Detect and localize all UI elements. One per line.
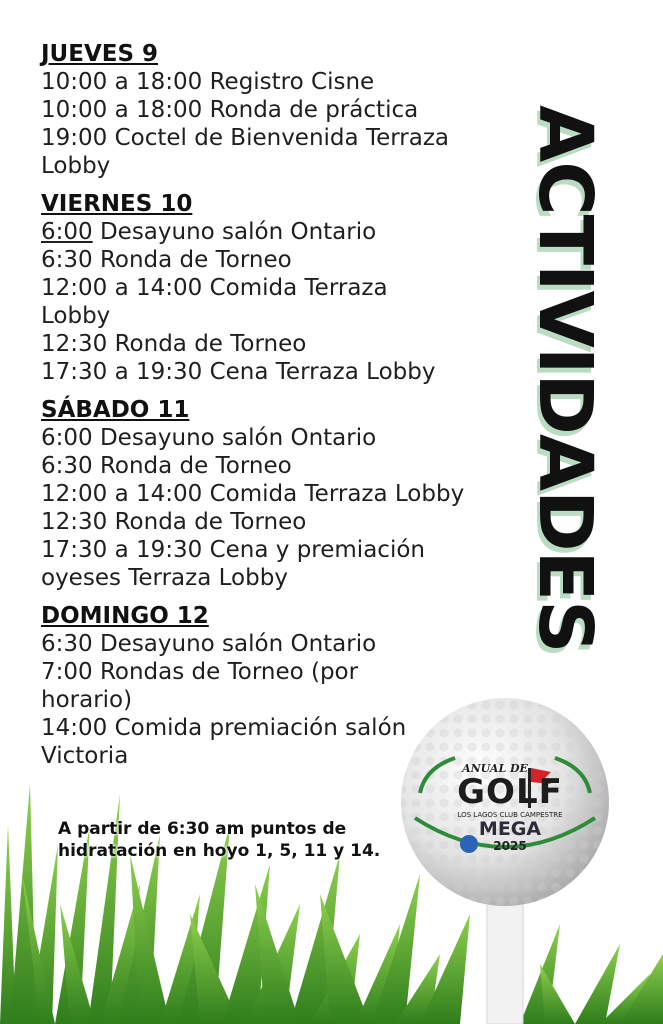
tournament-logo bbox=[415, 762, 605, 853]
schedule-line bbox=[41, 218, 521, 246]
schedule-line: 12:30 Ronda de Torneo bbox=[41, 509, 307, 535]
schedule-line: horario) bbox=[41, 687, 133, 713]
schedule bbox=[41, 40, 521, 780]
schedule-line: 17:30 a 19:30 Cena Terraza Lobby bbox=[41, 359, 436, 385]
schedule-line: 17:30 a 19:30 Cena y premiación bbox=[41, 537, 425, 563]
logo-anual: ANUAL DE bbox=[462, 762, 528, 775]
day-saturday bbox=[41, 396, 521, 592]
schedule-line: 6:00 Desayuno salón Ontario bbox=[41, 425, 377, 451]
schedule-line: 6:30 Ronda de Torneo bbox=[41, 247, 292, 273]
logo-club: LOS LAGOS CLUB CAMPESTRE bbox=[457, 811, 563, 819]
schedule-line: Victoria bbox=[41, 743, 129, 769]
schedule-line: Lobby bbox=[41, 303, 111, 329]
schedule-line: 12:00 a 14:00 Comida Terraza bbox=[41, 275, 388, 301]
schedule-line: 12:30 Ronda de Torneo bbox=[41, 331, 307, 357]
day-title: JUEVES 9 bbox=[41, 41, 159, 67]
schedule-line: oyeses Terraza Lobby bbox=[41, 565, 288, 591]
underlined-time: 6:00 bbox=[41, 219, 93, 245]
schedule-line: 14:00 Comida premiación salón bbox=[41, 715, 407, 741]
schedule-line: 10:00 a 18:00 Ronda de práctica bbox=[41, 97, 419, 123]
schedule-line-text: Desayuno salón Ontario bbox=[92, 219, 377, 245]
day-thursday bbox=[41, 40, 521, 180]
day-title: SÁBADO 11 bbox=[41, 397, 190, 423]
day-title: DOMINGO 12 bbox=[41, 603, 209, 629]
day-friday bbox=[41, 190, 521, 386]
page-title: ACTIVIDADES bbox=[522, 105, 608, 653]
golf-ball-on-tee bbox=[395, 698, 615, 1024]
hydration-note: A partir de 6:30 am puntos de hidratación en hoyo 1, 5, 11 y 14. bbox=[58, 819, 381, 861]
schedule-line: 12:00 a 14:00 Comida Terraza Lobby bbox=[41, 481, 465, 507]
schedule-line: 6:30 Desayuno salón Ontario bbox=[41, 631, 377, 657]
logo-golf: GOLF bbox=[457, 772, 563, 812]
schedule-line: 6:30 Ronda de Torneo bbox=[41, 453, 292, 479]
schedule-line: 19:00 Coctel de Bienvenida Terraza bbox=[41, 125, 449, 151]
logo-year: 2025 bbox=[493, 839, 527, 853]
schedule-line: 7:00 Rondas de Torneo (por bbox=[41, 659, 359, 685]
schedule-line: Lobby bbox=[41, 153, 111, 179]
logo-mega: MEGA bbox=[478, 818, 542, 840]
day-title: VIERNES 10 bbox=[41, 191, 193, 217]
schedule-line: 10:00 a 18:00 Registro Cisne bbox=[41, 69, 375, 95]
